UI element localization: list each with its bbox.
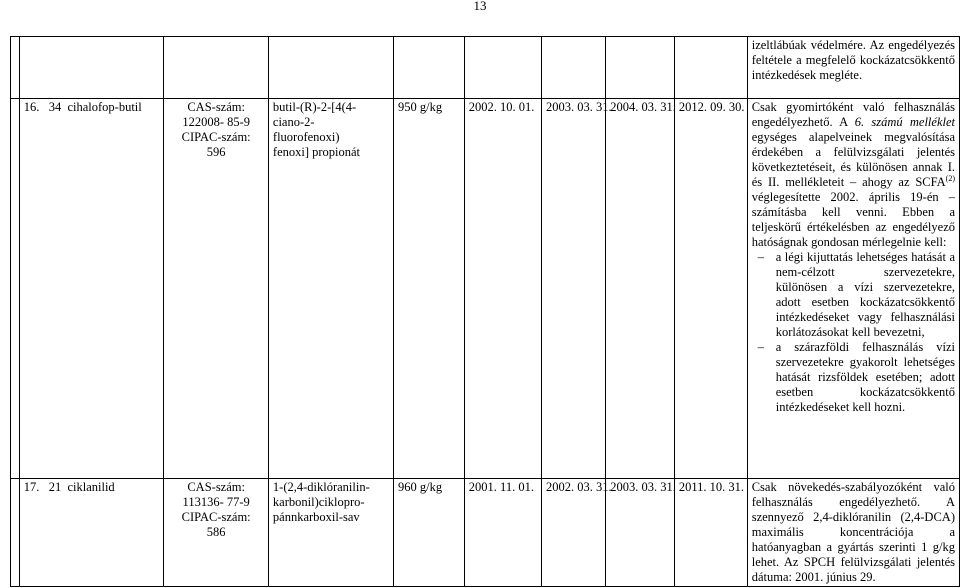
annex-reference: 6. számú melléklet bbox=[854, 115, 955, 129]
table-row bbox=[11, 479, 960, 587]
cell bbox=[11, 99, 20, 479]
expiry-date-cell: 2011. 10. 31. bbox=[674, 479, 747, 587]
purity-cell: 960 g/kg bbox=[394, 479, 465, 587]
list-item: – a légi kijuttatás lehetséges hatását a nem-célzott szervezetekre, különösen a vízi szervezetekre, adott esetben kockázatcsökkentő intézkedéseket vagy felhasználási korlátozásokat kell bevezetni, bbox=[752, 250, 955, 340]
entry-date-cell: 2001. 11. 01. bbox=[464, 479, 541, 587]
expiry-date-cell: 2012. 09. 30. bbox=[674, 99, 747, 479]
substance-name-cell bbox=[19, 99, 164, 479]
row-number: 17. bbox=[23, 480, 40, 494]
page-number: 13 bbox=[473, 0, 487, 13]
cell bbox=[19, 37, 164, 99]
date-cell: 2002. 03. 31. bbox=[542, 479, 606, 587]
substance-name: cihalofop-butil bbox=[67, 100, 142, 114]
table-row bbox=[11, 99, 960, 479]
row-number: 16. bbox=[23, 100, 40, 114]
cell bbox=[394, 37, 465, 99]
cell bbox=[606, 37, 675, 99]
date-cell: 2003. 03. 31. bbox=[542, 99, 606, 479]
cas-number: 122008- 85-9 bbox=[182, 115, 251, 129]
footnote-ref: (2) bbox=[945, 173, 955, 183]
identification-cell bbox=[164, 99, 268, 479]
cell bbox=[464, 37, 541, 99]
cas-label: CAS-szám: bbox=[187, 480, 245, 494]
cipac-number: 596 bbox=[206, 145, 226, 159]
row-code: 34 bbox=[48, 100, 62, 114]
cell bbox=[268, 37, 393, 99]
cell bbox=[11, 479, 20, 587]
substance-table bbox=[10, 36, 960, 587]
cas-number: 113136- 77-9 bbox=[182, 495, 250, 509]
purity-cell: 950 g/kg bbox=[394, 99, 465, 479]
conditions-cell bbox=[747, 99, 959, 479]
cell bbox=[674, 37, 747, 99]
cipac-label: CIPAC-szám: bbox=[181, 130, 251, 144]
identification-cell bbox=[164, 479, 268, 587]
entry-date-cell: 2002. 10. 01. bbox=[464, 99, 541, 479]
list-item: – a szárazföldi felhasználás vízi szervezetekre gyakorolt lehetséges hatását rizsföldek esetében; adott esetben kockázatcsökkentő intézkedéseket kell hozni. bbox=[752, 340, 955, 415]
date-cell: 2004. 03. 31. bbox=[606, 99, 675, 479]
conditions-cell: Csak növekedés-szabályozóként való felhasználás engedélyezhető. A szennyező 2,4-diklóranilin (2,4-DCA) maximális koncentrációja a hatóanyagban a gyártás szerinti 1 g/kg lehet. Az SPCH felülvizsgálati jelentés dátuma: 2001. június 29. bbox=[747, 479, 959, 587]
cipac-label: CIPAC-szám: bbox=[181, 510, 251, 524]
substance-name-cell bbox=[19, 479, 164, 587]
cas-label: CAS-szám: bbox=[187, 100, 245, 114]
cell bbox=[542, 37, 606, 99]
date-cell: 2003. 03. 31. bbox=[606, 479, 675, 587]
cell bbox=[164, 37, 268, 99]
condition-text: véglegesítette 2002. április 19-én – számításba kell venni. Ebben a teljeskörű értékelésben az engedélyező hatóságnak gondosan mérlegelnie kell: bbox=[751, 190, 955, 249]
cell bbox=[11, 37, 20, 99]
iupac-name-cell: 1-(2,4-diklóranilin- karbonil)ciklopro- pánnkarboxil-sav bbox=[268, 479, 393, 587]
table-row bbox=[11, 37, 960, 99]
conditions-cell: izeltlábúak védelmére. Az engedélyezés feltétele a megfelelő kockázatcsökkentő intézkedések megléte. bbox=[747, 37, 959, 99]
cipac-number: 586 bbox=[206, 525, 226, 539]
row-code: 21 bbox=[48, 480, 62, 494]
substance-name: ciklanilid bbox=[67, 480, 115, 494]
condition-text: egységes alapelveinek megvalósítása érdekében a felülvizsgálati jelentés következtetéseit, és különösen annak I. és II. mellékleteit – ahogy az SCFA bbox=[751, 130, 955, 189]
iupac-name-cell: butil-(R)-2-[4(4- ciano-2- fluorofenoxi) fenoxi] propionát bbox=[268, 99, 393, 479]
condition-intro: Csak gyomirtóként való felhasználás engedélyezhető. A bbox=[751, 100, 955, 129]
